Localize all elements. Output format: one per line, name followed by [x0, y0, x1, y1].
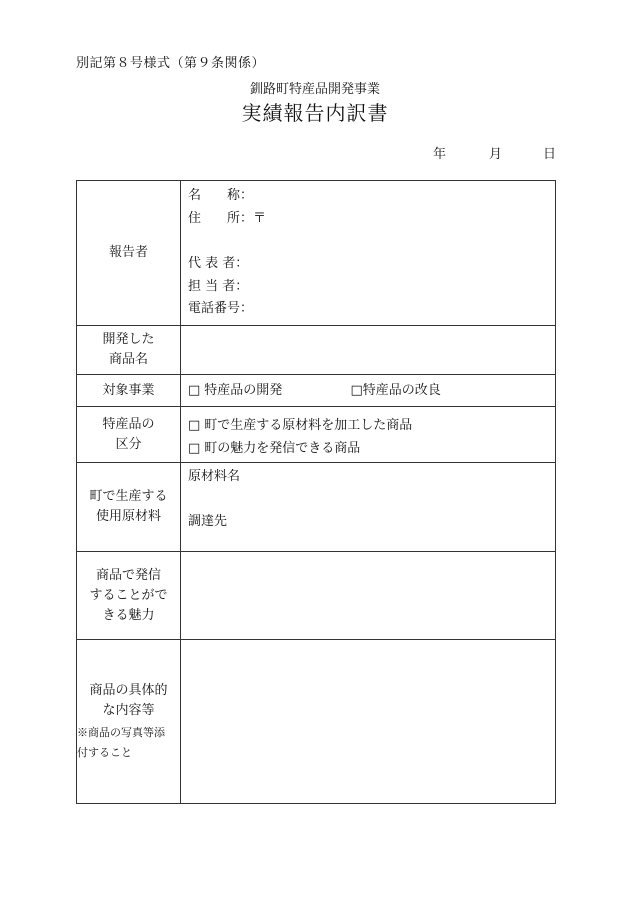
checkbox-icon[interactable]: □: [350, 383, 363, 398]
date-year-label: 年: [433, 147, 447, 162]
category-option-town-appeal[interactable]: □ 町の魅力を発信できる商品: [188, 438, 555, 461]
reporter-fields: [181, 181, 556, 326]
category-options: [181, 407, 556, 463]
checkbox-icon[interactable]: □: [188, 418, 201, 433]
category-row: [77, 407, 556, 463]
project-label: 対象事業: [77, 375, 181, 407]
category-option-local-materials[interactable]: □ 町で生産する原材料を加工した商品: [188, 415, 555, 438]
date-day-label: 日: [543, 147, 557, 162]
details-note: ※商品の写真等添 付すること: [77, 725, 165, 759]
reporter-label: 報告者: [77, 181, 181, 326]
details-label: 商品の具体的 な内容等 ※商品の写真等添 付すること: [77, 640, 181, 804]
representative-field[interactable]: [188, 253, 555, 276]
product-name-row: [77, 326, 556, 375]
reporter-row: [77, 181, 556, 326]
address-field[interactable]: [188, 208, 555, 231]
appeal-row: [77, 552, 556, 640]
product-name-field[interactable]: [181, 326, 556, 375]
contact-person-field[interactable]: [188, 276, 555, 299]
category-label: 特産品の 区分: [77, 407, 181, 463]
checkbox-icon[interactable]: □: [188, 383, 201, 398]
phone-label: 電話番号：: [188, 301, 254, 316]
name-label: 名 称：: [188, 188, 254, 203]
contact-person-label: 担 当 者：: [188, 278, 249, 294]
project-options: [181, 375, 556, 407]
appeal-label: 商品で発信 することがで きる魅力: [77, 552, 181, 640]
appeal-field[interactable]: [181, 552, 556, 640]
materials-row: [77, 463, 556, 552]
material-name-label: 原材料名: [188, 469, 241, 484]
supplier-label: 調達先: [188, 513, 228, 529]
document-subtitle: 釧路町特産品開発事業: [249, 82, 380, 97]
report-table: [76, 180, 556, 804]
project-option-improvement[interactable]: □特産品の改良: [350, 383, 440, 398]
details-field[interactable]: [181, 640, 556, 804]
date-month-label: 月: [489, 147, 503, 162]
project-row: [77, 375, 556, 407]
project-option-development[interactable]: □ 特産品の開発: [188, 383, 282, 398]
checkbox-icon[interactable]: □: [188, 440, 201, 456]
materials-fields[interactable]: [181, 463, 556, 552]
product-name-label: 開発した 商品名: [77, 326, 181, 375]
document-title: 実績報告内訳書: [241, 101, 389, 125]
address-label: 住 所：〒: [188, 210, 267, 226]
materials-label: 町で生産する 使用原材料: [77, 463, 181, 552]
phone-field[interactable]: [188, 298, 555, 321]
form-number: 別記第８号様式（第９条関係）: [76, 56, 266, 71]
name-field[interactable]: [188, 185, 555, 208]
details-row: [77, 640, 556, 804]
representative-label: 代 表 者：: [188, 256, 249, 271]
